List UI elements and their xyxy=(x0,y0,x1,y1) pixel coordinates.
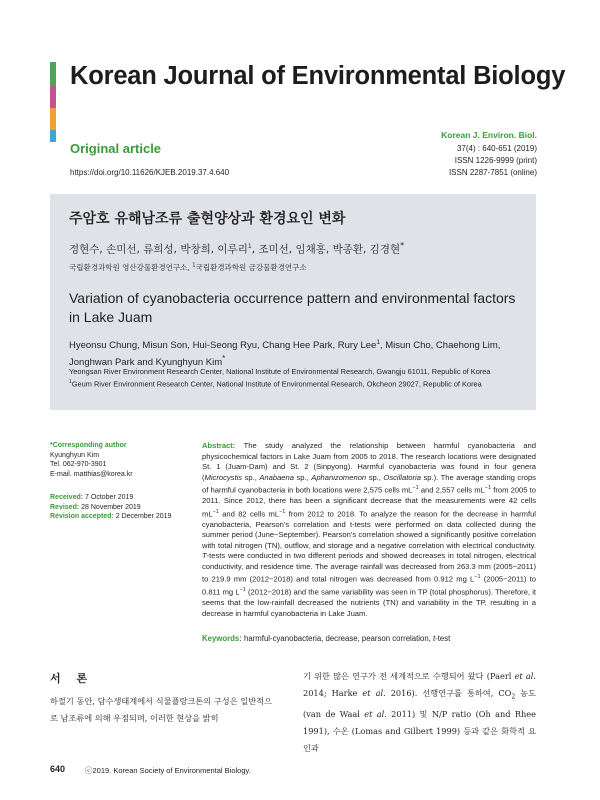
article-dates: Received: 7 October 2019 Revised: 28 November 2019 Revision accepted: 2 December 2019 xyxy=(50,494,172,521)
color-bar-blue xyxy=(50,130,56,142)
body-column-left: 하절기 동안, 담수생태계에서 식물플랑크톤의 구성은 일반적으로 남조류에 의해 우점되며, 이러한 현상을 밝히 xyxy=(50,696,272,723)
issn-online: ISSN 2287-7851 (online) xyxy=(448,168,537,177)
keywords: Keywords: harmful-cyanobacteria, decrease, pearson correlation, t-test xyxy=(202,634,451,643)
volume-info: 37(4) : 640-651 (2019) xyxy=(456,144,537,153)
section-heading-introduction: 서 론 xyxy=(50,672,94,685)
abstract: Abstract: The study analyzed the relationship between harmful cyanobacteria and physicochemical factors in Lake Juam from 2005 to 2018. The research locations were designated St. 1 (Juam-Dam) and St. 2 (Sinpyong). Harmful cyanobacteria was found in four genera (Microcystis sp., Anabaena sp., Aphanizomenon sp., Oscillatoria sp.). The average standing crops of harmful cyanobacteria in both locations were 2,575 cells $mL^{-1}$ and 2,557 cells $mL^{-1}$ from 2005 to 2011. Since 2012, there has been a significant decrease that the measurements were 42 cells $mL^{-1}$ and 82 cells $mL^{-1}$ from 2012 to 2018. To analyze the reason for the decrease in harmful cyanobacteria, Pearson’s correlation and t-tests were performed on data collected during the summer period (June−September). Pearson’s correlation showed a significantly positive correlation with total nitrogen (TN), outflow, and storage and a negative correlation with electrical conductivity. T-tests were conducted in two different periods and showed decreases in total nitrogen, electrical conductivity, and residence time. The average rainfall was decreased from 263.3 mm (2005−2011) to 219.9 mm (2012−2018) and total nitrogen was decreased from 0.912 mg $L^{-1}$ (2005−2011) to 0.811 mg $L^{-1}$ (2012−2018) and the same variability was seen in TP (total phosphorus). Therefore, it seems that the low-rainfall decreased the nutrients (TN) and variability in the TP, resulting in a decrease in harmful cyanobacteria in Lake Juam. xyxy=(202,441,537,618)
korean-affiliations: 국립환경과학원 영산강물환경연구소, $^1$국립환경과학원 금강물환경연구소 xyxy=(69,262,307,272)
color-bar-orange xyxy=(50,108,56,130)
page-number: 640 xyxy=(50,764,66,774)
color-bar-green xyxy=(50,62,56,86)
english-title: Variation of cyanobacteria occurrence pattern and environmental factors in Lake Juam xyxy=(69,290,516,325)
english-authors: Hyeonsu Chung, Misun Son, Hui-Seong Ryu, Chang Hee Park, Rury Lee$^1$, Misun Cho, Chaehong Lim, Jonghwan Park and Kyunghyun Kim* xyxy=(69,339,501,368)
korean-authors: 정현수, 손미선, 류희성, 박창희, 이루리$^1$, 조미선, 임채홍, 박종환, 김경현* xyxy=(69,241,405,256)
journal-title: Korean Journal of Environmental Biology xyxy=(70,62,566,90)
color-bar-magenta xyxy=(50,86,56,108)
doi-link[interactable]: https://doi.org/10.11626/KJEB.2019.37.4.640 xyxy=(70,168,230,177)
corresponding-author: *Corresponding author Kyunghyun Kim Tel. 062-970-3901 E-mail. matthias@korea.kr xyxy=(50,442,133,478)
copyright: ⓒ2019. Korean Society of Environmental Biology. xyxy=(85,766,251,775)
article-type: Original article xyxy=(70,141,162,156)
journal-abbreviation: Korean J. Environ. Biol. xyxy=(441,130,537,140)
issn-print: ISSN 1226-9999 (print) xyxy=(454,156,537,165)
email-link[interactable]: E-mail. matthias@korea.kr xyxy=(50,470,133,478)
english-affiliations: Yeongsan River Environment Research Center, National Institute of Environmental Research, Gwangju 61011, Republic of Korea $^1$Geum River Environment Research Center, National Institute of Environmental Research, Okcheon 29027, Republic of Korea xyxy=(69,367,491,389)
korean-title: 주암호 유해남조류 출현양상과 환경요인 변화 xyxy=(69,211,346,227)
body-column-right: 기 위한 많은 연구가 전 세계적으로 수행되어 왔다 (Paerl et al. 2014; Harke et al. 2016). 선행연구를 통하여, $CO_2$ 농도 (van de Waal et al. 2011) 및 N/P ratio (Oh and Rhee 1991), 수온 (Lomas and Gilbert 1999) 등과 같은 화학적 요인과 xyxy=(303,671,536,753)
